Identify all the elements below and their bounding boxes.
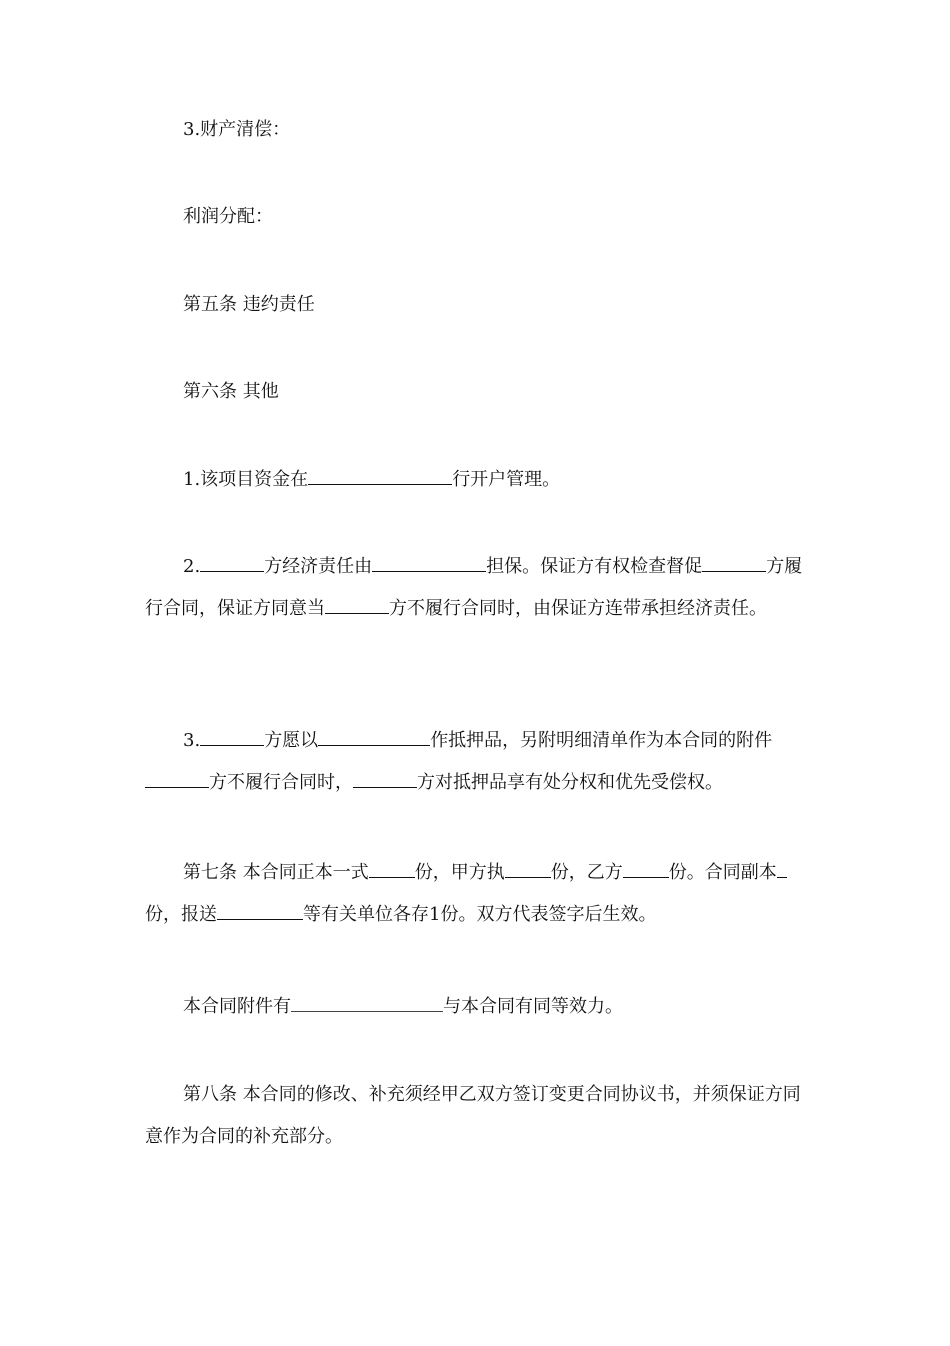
- party-blank: [200, 725, 264, 746]
- copies-blank: [777, 857, 787, 878]
- copies-blank: [369, 857, 415, 878]
- item-2-part1: 方经济责任由: [264, 556, 373, 577]
- recipient-blank: [217, 899, 303, 920]
- item-2-paragraph: [145, 546, 810, 630]
- collateral-blank: [318, 725, 430, 746]
- guarantor-blank: [372, 551, 486, 572]
- item-3-prefix: 3.: [183, 730, 201, 751]
- copies-blank: [505, 857, 551, 878]
- item-2-part3: 方履行合同，保证方同意当: [145, 556, 803, 619]
- item-3-part4: 方对抵押品享有处分权和优先受偿权。: [417, 772, 723, 793]
- article-5-text: 第五条 违约责任: [183, 294, 315, 315]
- article-6-text: 第六条 其他: [183, 381, 279, 402]
- property-settlement-line: [145, 109, 810, 151]
- article-8-text: 第八条 本合同的修改、补充须经甲乙双方签订变更合同协议书，并须保证方同意作为合同的补充部分。: [145, 1084, 801, 1147]
- item-3-part1: 方愿以: [264, 730, 319, 751]
- party-blank: [325, 593, 389, 614]
- item-2-part2: 担保。保证方有权检查督促: [486, 556, 703, 577]
- party-blank: [145, 767, 209, 788]
- article-7-part5: 份，报送: [145, 904, 217, 925]
- item-1-paragraph: [145, 459, 810, 501]
- party-blank: [353, 767, 417, 788]
- attachment-paragraph: [145, 986, 810, 1028]
- bank-name-blank: [308, 464, 452, 485]
- article-6-heading: [145, 371, 810, 413]
- item-1-prefix: 1.该项目资金在: [183, 469, 309, 490]
- article-7-part2: 份，甲方执: [414, 862, 505, 883]
- item-3-part2: 作抵押品，另附明细清单作为本合同的附件: [430, 730, 773, 751]
- item-3-paragraph: [145, 720, 810, 804]
- article-8-paragraph: [145, 1074, 810, 1158]
- attachment-suffix: 与本合同有同等效力。: [443, 996, 623, 1017]
- article-7-part3: 份，乙方: [550, 862, 623, 883]
- party-blank: [200, 551, 264, 572]
- copies-blank: [623, 857, 669, 878]
- profit-distribution-line: [145, 196, 810, 238]
- attachment-prefix: 本合同附件有: [183, 996, 291, 1017]
- item-2-part4: 方不履行合同时，由保证方连带承担经济责任。: [389, 598, 767, 619]
- article-5-heading: [145, 284, 810, 326]
- profit-distribution-text: 利润分配：: [183, 206, 273, 227]
- attachment-blank: [291, 991, 443, 1012]
- item-3-part3: 方不履行合同时，: [209, 772, 353, 793]
- article-7-part4: 份。合同副本: [668, 862, 777, 883]
- article-7-paragraph: [145, 852, 810, 936]
- property-settlement-text: 3.财产清偿：: [183, 119, 291, 140]
- article-7-part6: 等有关单位各存1份。双方代表签字后生效。: [303, 904, 657, 925]
- item-2-prefix: 2.: [183, 556, 201, 577]
- item-1-suffix: 行开户管理。: [452, 469, 561, 490]
- party-blank: [702, 551, 766, 572]
- article-7-part1: 第七条 本合同正本一式: [183, 862, 369, 883]
